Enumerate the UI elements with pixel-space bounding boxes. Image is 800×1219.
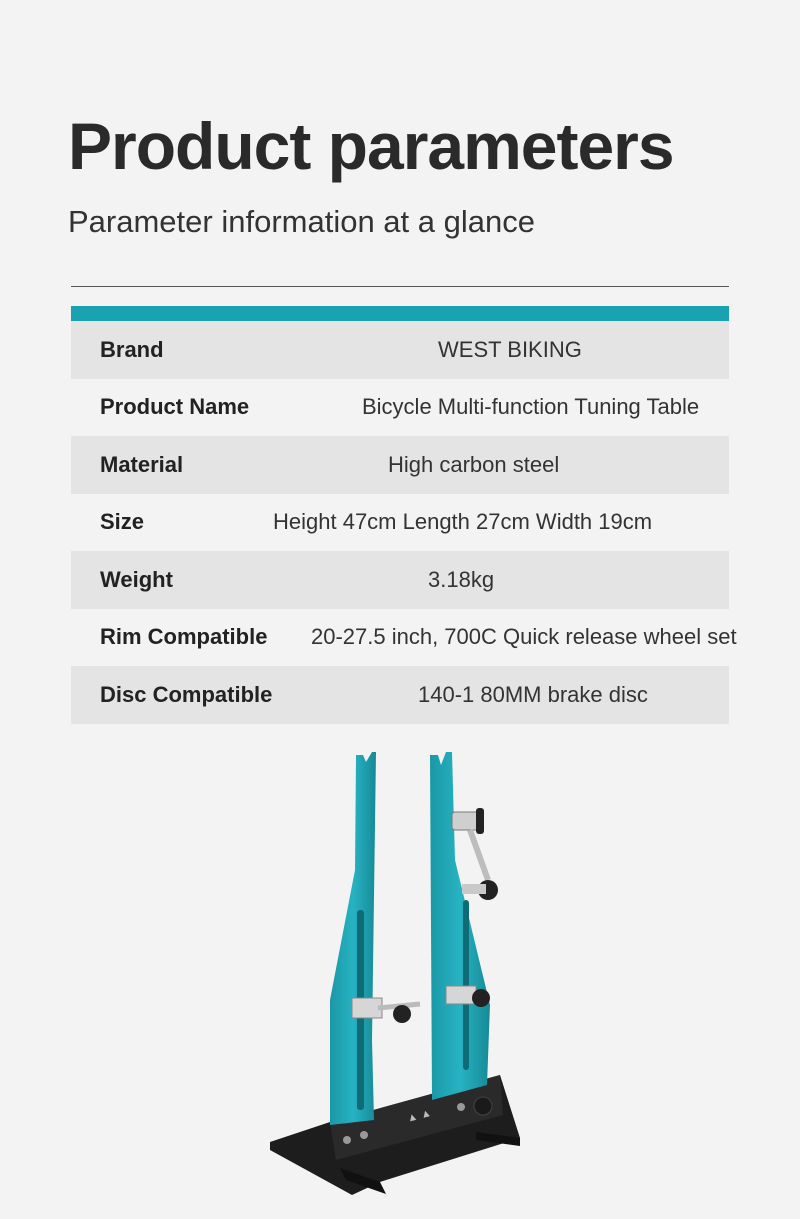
param-row-weight: [71, 551, 729, 609]
param-label: Disc Compatible: [100, 681, 273, 707]
param-label: Material: [100, 451, 184, 477]
param-value: WEST BIKING: [438, 336, 582, 362]
page-title: Product parameters: [68, 109, 674, 183]
param-value: 20-27.5 inch, 700C Quick release wheel set: [311, 624, 737, 650]
param-value: High carbon steel: [388, 451, 560, 477]
param-label: Rim Compatible: [100, 624, 268, 650]
product-image: [0, 740, 800, 1214]
param-value: Bicycle Multi-function Tuning Table: [362, 394, 700, 420]
param-row-size: [71, 494, 729, 552]
param-label: Weight: [100, 566, 173, 592]
param-value: Height 47cm Length 27cm Width 19cm: [273, 509, 653, 535]
param-row-disc-compatible: [71, 666, 729, 724]
param-label: Brand: [100, 336, 164, 362]
param-row-material: [71, 436, 729, 494]
param-label: Size: [100, 509, 145, 535]
param-row-brand: [71, 321, 729, 379]
parameters-table: [71, 321, 737, 724]
wheel-truing-stand-icon: [0, 740, 800, 1214]
page-subtitle: Parameter information at a glance: [68, 204, 535, 239]
param-label: Product Name: [100, 394, 250, 420]
param-value: 140-1 80MM brake disc: [418, 681, 648, 707]
param-row-product-name: [71, 379, 729, 437]
header-divider: [71, 286, 729, 287]
param-value: 3.18kg: [428, 566, 495, 592]
table-accent-bar: [71, 306, 729, 321]
svg-text:▲ ▲: ▲ ▲: [405, 1106, 433, 1125]
param-row-rim-compatible: [71, 609, 737, 667]
